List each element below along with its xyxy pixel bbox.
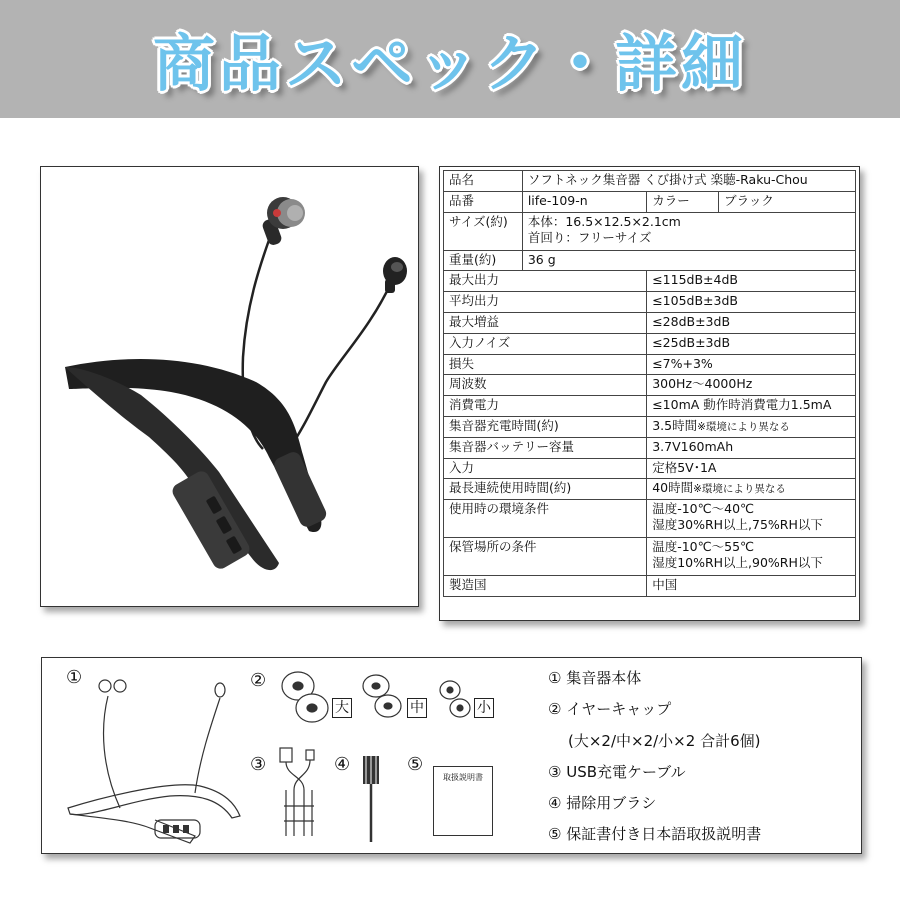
spec-row: [444, 333, 856, 354]
spec-label: 重量(約): [444, 250, 523, 271]
item-number-5: ⑤: [407, 754, 424, 775]
spec-value-main: 3.5時間: [652, 417, 698, 433]
spec-label: 集音器充電時間(約): [444, 416, 647, 437]
spec-row: [444, 396, 856, 417]
size-line: 首回り：フリーサイズ: [527, 229, 652, 245]
spec-row-size: [444, 212, 856, 250]
spec-value: ≤25dB±3dB: [647, 333, 856, 354]
list-item: ② イヤーキャップ: [548, 700, 672, 719]
spec-value: 36 g: [522, 250, 855, 271]
spec-label: 消費電力: [444, 396, 647, 417]
spec-row: [444, 479, 856, 500]
spec-value: ≤115dB±4dB: [647, 271, 856, 292]
spec-row: [444, 312, 856, 333]
spec-value: 300Hz～4000Hz: [647, 375, 856, 396]
list-item: ③ USB充電ケーブル: [548, 762, 686, 781]
spec-value: ブラック: [719, 191, 856, 212]
spec-label: 使用時の環境条件: [444, 500, 647, 538]
earbud-right: [383, 257, 407, 293]
spec-value: [522, 212, 855, 250]
spec-note: ※環境により異なる: [693, 483, 786, 496]
earbud-left: [261, 197, 305, 247]
neckband-body: [65, 359, 329, 572]
spec-value: ≤10mA 動作時消費電力1.5mA: [647, 396, 856, 417]
spec-row: [444, 458, 856, 479]
spec-value: 定格5V･1A: [647, 458, 856, 479]
size-label-small: 小: [474, 698, 494, 718]
item-number-3: ③: [250, 754, 267, 775]
spec-label: 入力: [444, 458, 647, 479]
spec-row: [444, 375, 856, 396]
spec-value: ≤105dB±3dB: [647, 292, 856, 313]
cleaning-brush-illustration: [360, 754, 384, 846]
spec-row: [444, 292, 856, 313]
instruction-manual: [433, 766, 493, 836]
spec-note: ※環境により異なる: [697, 420, 790, 433]
spec-value: ソフトネック集音器 くび掛け式 楽聴-Raku-Chou: [522, 171, 855, 192]
spec-label: サイズ(約): [444, 212, 523, 250]
spec-label: 最大出力: [444, 271, 647, 292]
neckband-line-drawing: [60, 668, 260, 848]
size-label-medium: 中: [407, 698, 427, 718]
contents-list: [548, 663, 858, 851]
spec-label: 品番: [444, 191, 523, 212]
header-banner: [0, 0, 900, 118]
spec-label: カラー: [647, 191, 719, 212]
spec-row-weight: [444, 250, 856, 271]
spec-row-env-store: [444, 538, 856, 576]
usb-cable-illustration: [276, 746, 326, 842]
list-item: ④ 掃除用ブラシ: [548, 794, 657, 813]
spec-label: 損失: [444, 354, 647, 375]
spec-label: 最大増益: [444, 312, 647, 333]
spec-label: 平均出力: [444, 292, 647, 313]
spec-row: [444, 354, 856, 375]
spec-row: [444, 271, 856, 292]
spec-label: 集音器バッテリー容量: [444, 437, 647, 458]
spec-label: 品名: [444, 171, 523, 192]
spec-label: 最長連続使用時間(約): [444, 479, 647, 500]
list-item: ⑤ 保証書付き日本語取扱説明書: [548, 825, 762, 844]
spec-value: [647, 538, 856, 576]
list-item: (大×2/中×2/小×2 合計6個): [568, 731, 761, 750]
spec-value: 中国: [647, 576, 856, 597]
spec-label: 周波数: [444, 375, 647, 396]
item-number-1: ①: [66, 667, 83, 688]
spec-value: [647, 500, 856, 538]
spec-row-env-use: [444, 500, 856, 538]
spec-value: ≤28dB±3dB: [647, 312, 856, 333]
item-number-2: ②: [250, 670, 267, 691]
env-line: 温度-10℃～55℃: [652, 539, 755, 555]
env-line: 湿度30%RH以上,75%RH以下: [652, 517, 823, 533]
spec-value: ≤7%+3%: [647, 354, 856, 375]
spec-label: 保管場所の条件: [444, 538, 647, 576]
spec-value: 3.7V160mAh: [647, 437, 856, 458]
spec-value-main: 40時間: [652, 480, 694, 496]
product-image-panel: [40, 166, 419, 607]
spec-row: [444, 437, 856, 458]
spec-row-name: [444, 171, 856, 192]
neckband-hearing-amplifier-illustration: [41, 167, 417, 605]
spec-row-origin: [444, 576, 856, 597]
spec-value: [647, 416, 856, 437]
manual-label: 取扱説明書: [443, 773, 483, 782]
spec-label: 入力ノイズ: [444, 333, 647, 354]
page-title: 商品スペック・詳細: [152, 27, 747, 100]
spec-label: 製造国: [444, 576, 647, 597]
size-label-large: 大: [332, 698, 352, 718]
spec-table-panel: [439, 166, 860, 621]
spec-row-model: [444, 191, 856, 212]
item-number-4: ④: [334, 754, 351, 775]
env-line: 温度-10℃～40℃: [652, 501, 755, 517]
size-line: 本体：16.5×12.5×2.1cm: [527, 213, 681, 229]
spec-value: life-109-n: [522, 191, 646, 212]
env-line: 湿度10%RH以上,90%RH以下: [652, 555, 823, 571]
spec-table: [443, 170, 856, 597]
list-item: ① 集音器本体: [548, 669, 642, 687]
spec-value: [647, 479, 856, 500]
package-contents-panel: [41, 657, 862, 854]
spec-row: [444, 416, 856, 437]
